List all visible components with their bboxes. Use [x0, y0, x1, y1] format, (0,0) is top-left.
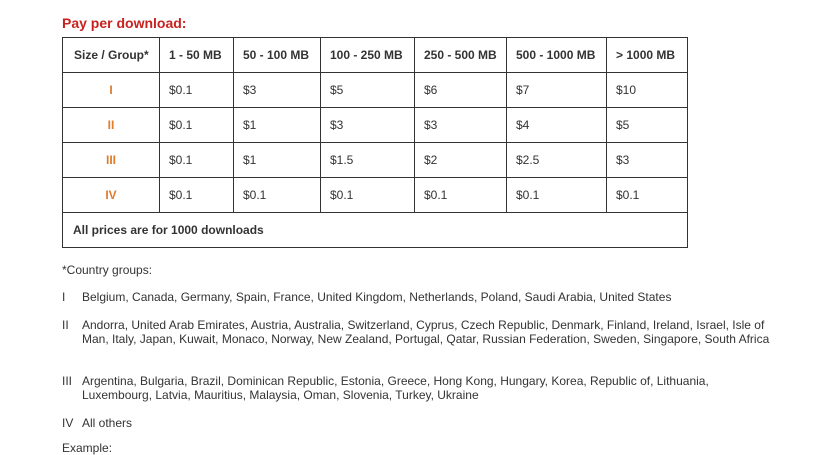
price-cell: $0.1 [415, 178, 507, 213]
price-cell: $4 [507, 108, 607, 143]
country-group-countries: Andorra, United Arab Emirates, Austria, Australia, Switzerland, Cyprus, Czech Republic, Denmark, Finland, Ireland, Israel, Isle of Man, Italy, Japan, Kuwait, Monaco, Norway, New Zealand, Portugal, Qatar, Russian Federation, Sweden, Singapore, South Africa [82, 318, 770, 346]
price-cell: $3 [234, 73, 321, 108]
price-cell: $0.1 [607, 178, 688, 213]
price-cell: $3 [321, 108, 415, 143]
price-cell: $0.1 [160, 108, 234, 143]
table-row [63, 108, 688, 143]
group-label: III [63, 143, 160, 178]
country-group-number: II [62, 318, 69, 332]
column-header: 100 - 250 MB [321, 38, 415, 73]
price-cell: $0.1 [160, 73, 234, 108]
page-title: Pay per download: [62, 15, 187, 31]
price-cell: $1 [234, 143, 321, 178]
price-cell: $0.1 [160, 178, 234, 213]
country-group-countries: Belgium, Canada, Germany, Spain, France, United Kingdom, Netherlands, Poland, Saudi Arabia, United States [82, 290, 672, 304]
price-cell: $2 [415, 143, 507, 178]
table-row [63, 73, 688, 108]
table-row [63, 178, 688, 213]
price-cell: $0.1 [507, 178, 607, 213]
price-cell: $5 [321, 73, 415, 108]
table-row [63, 143, 688, 178]
country-groups-title: *Country groups: [62, 263, 153, 277]
pricing-table [62, 37, 688, 248]
column-header: 500 - 1000 MB [507, 38, 607, 73]
price-cell: $7 [507, 73, 607, 108]
price-cell: $0.1 [321, 178, 415, 213]
prices-note: All prices are for 1000 downloads [63, 213, 688, 248]
price-cell: $3 [415, 108, 507, 143]
country-group-countries: Argentina, Bulgaria, Brazil, Dominican Republic, Estonia, Greece, Hong Kong, Hungary, Korea, Republic of, Lithuania, Luxembourg, Latvia, Mauritius, Malaysia, Oman, Slovenia, Turkey, Ukraine [82, 374, 709, 402]
cut-off-heading: Example: [62, 441, 113, 455]
group-label: IV [63, 178, 160, 213]
group-label: I [63, 73, 160, 108]
country-group-number: IV [62, 416, 74, 430]
column-header: > 1000 MB [607, 38, 688, 73]
price-cell: $0.1 [234, 178, 321, 213]
table-header-row [63, 38, 688, 73]
price-cell: $1.5 [321, 143, 415, 178]
price-cell: $10 [607, 73, 688, 108]
price-cell: $6 [415, 73, 507, 108]
column-header: 250 - 500 MB [415, 38, 507, 73]
price-cell: $1 [234, 108, 321, 143]
price-cell: $2.5 [507, 143, 607, 178]
group-label: II [63, 108, 160, 143]
price-cell: $0.1 [160, 143, 234, 178]
column-header: Size / Group* [63, 38, 160, 73]
price-cell: $3 [607, 143, 688, 178]
price-cell: $5 [607, 108, 688, 143]
table-footer-row [63, 213, 688, 248]
column-header: 1 - 50 MB [160, 38, 234, 73]
country-group-countries: All others [82, 416, 133, 430]
country-group-number: III [62, 374, 73, 388]
column-header: 50 - 100 MB [234, 38, 321, 73]
country-group-number: I [62, 290, 66, 304]
